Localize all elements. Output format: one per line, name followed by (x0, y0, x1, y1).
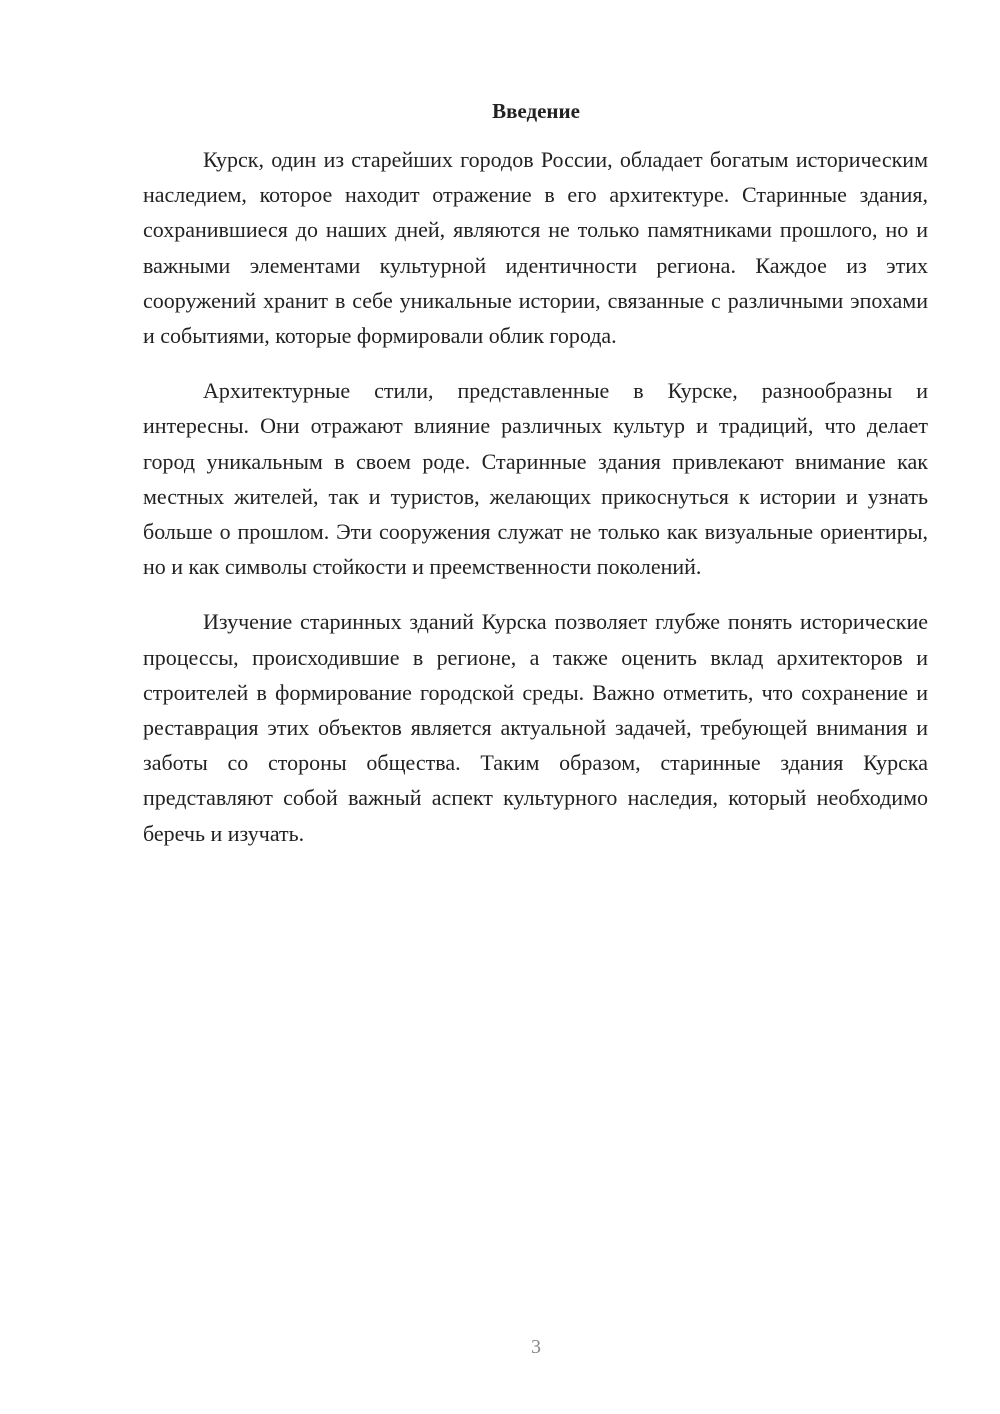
paragraph-2: Архитектурные стили, представленные в Курске, разнообразны и интересны. Они отражают влияние различных культур и традиций, что делает город уникальным в своем роде. Старинные здания привлекают внимание как местных жителей, так и туристов, желающих прикоснуться к истории и узнать больше о прошлом. Эти сооружения служат не только как визуальные ориентиры, но и как символы стойкости и преемственности поколений. (143, 378, 928, 580)
page-title: Введение (492, 99, 580, 123)
body-text (143, 142, 928, 871)
paragraph-3: Изучение старинных зданий Курска позволяет глубже понять исторические процессы, происходившие в регионе, а также оценить вклад архитекторов и строителей в формирование городской среды. Важно отметить, что сохранение и реставрация этих объектов является актуальной задачей, требующей внимания и заботы со стороны общества. Таким образом, старинные здания Курска представляют собой важный аспект культурного наследия, который необходимо беречь и изучать. (143, 609, 928, 846)
page-number: 3 (531, 1336, 541, 1358)
paragraph-1: Курск, один из старейших городов России, обладает богатым историческим наследием, которое находит отражение в его архитектуре. Старинные здания, сохранившиеся до наших дней, являются не только памятниками прошлого, но и важными элементами культурной идентичности региона. Каждое из этих сооружений хранит в себе уникальные истории, связанные с различными эпохами и событиями, которые формировали облик города. (143, 147, 928, 349)
